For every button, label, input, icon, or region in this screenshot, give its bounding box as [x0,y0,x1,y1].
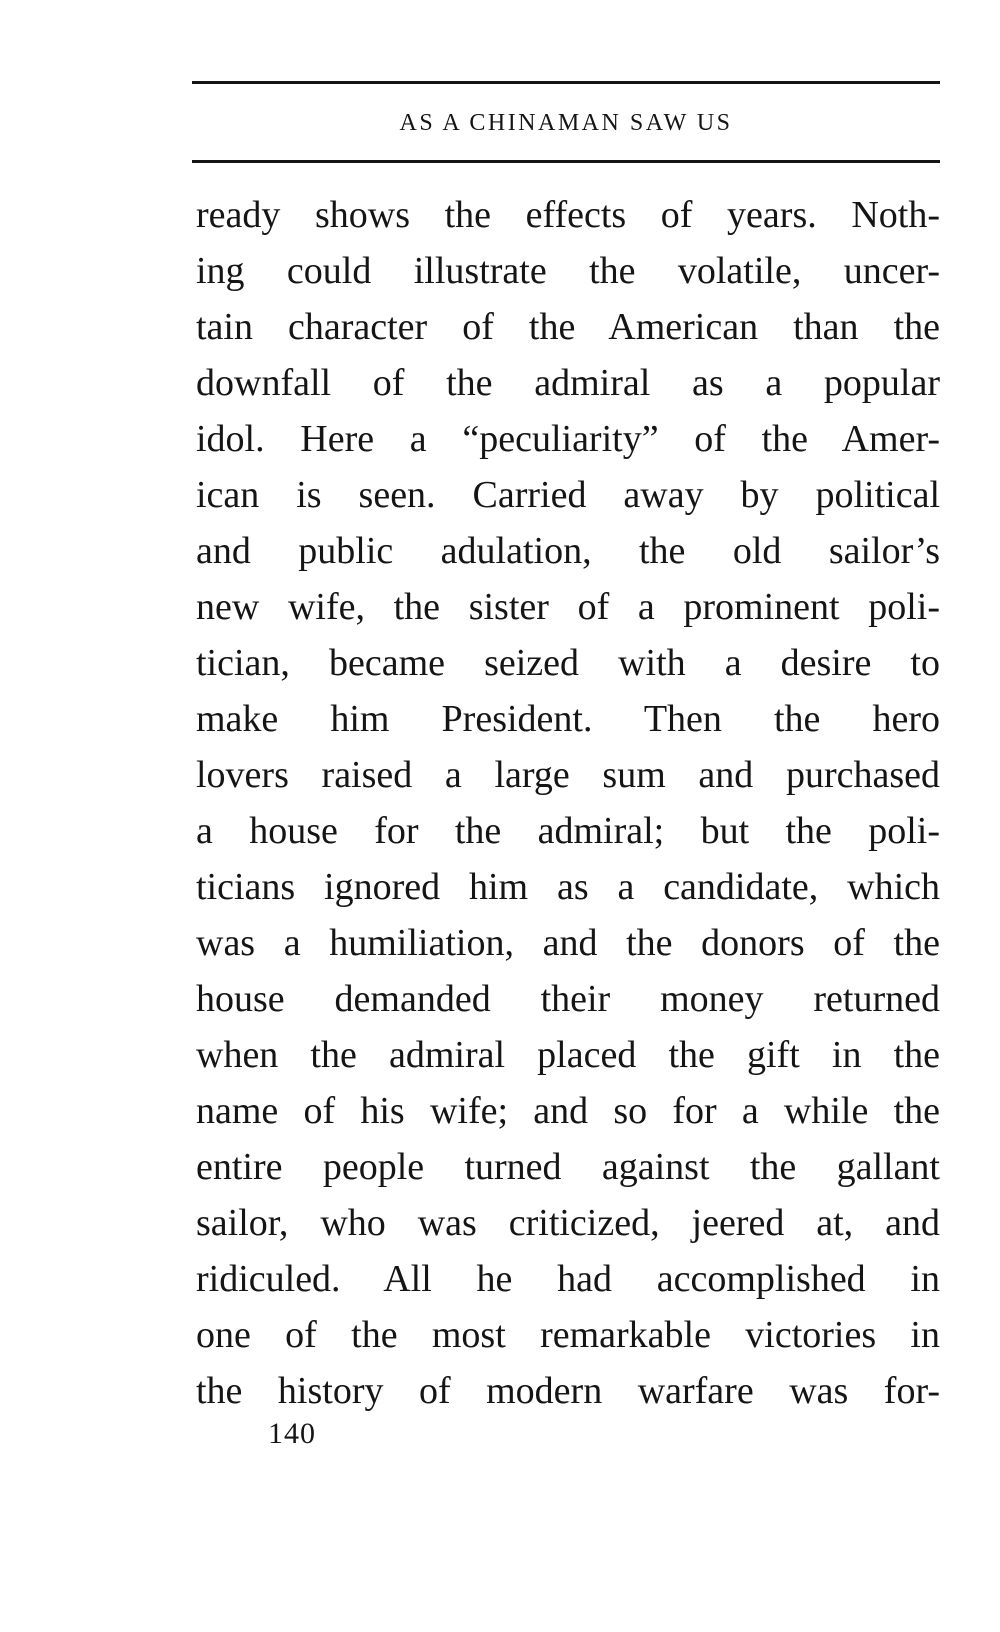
header-rule-top [192,81,940,84]
text-line: a house for the admiral; but the poli- [196,810,940,852]
text-line: ridiculed. All he had accomplished in [196,1258,940,1300]
text-line: when the admiral placed the gift in the [196,1034,940,1076]
text-line: entire people turned against the gallant [196,1146,940,1188]
text-line: idol. Here a “peculiarity” of the Amer- [196,418,940,460]
text-line: tain character of the American than the [196,306,940,348]
text-line: name of his wife; and so for a while the [196,1090,940,1132]
text-line: new wife, the sister of a prominent poli- [196,586,940,628]
text-line: ticians ignored him as a candidate, which [196,866,940,908]
text-line: downfall of the admiral as a popular [196,362,940,404]
text-line: ican is seen. Carried away by political [196,474,940,516]
text-line: was a humiliation, and the donors of the [196,922,940,964]
text-line: sailor, who was criticized, jeered at, and [196,1202,940,1244]
text-line: make him President. Then the hero [196,698,940,740]
text-line: house demanded their money returned [196,978,940,1020]
page-number: 140 [268,1417,316,1450]
text-line: ready shows the effects of years. Noth- [196,194,940,236]
text-line: the history of modern warfare was for- [196,1370,940,1412]
header-rule-bottom [192,160,940,163]
text-line: lovers raised a large sum and purchased [196,754,940,796]
text-line: tician, became seized with a desire to [196,642,940,684]
text-line: one of the most remarkable victories in [196,1314,940,1356]
running-head: AS A CHINAMAN SAW US [399,110,733,136]
text-line: and public adulation, the old sailor’s [196,530,940,572]
body-text [196,187,940,1419]
text-line: ing could illustrate the volatile, uncer- [196,250,940,292]
